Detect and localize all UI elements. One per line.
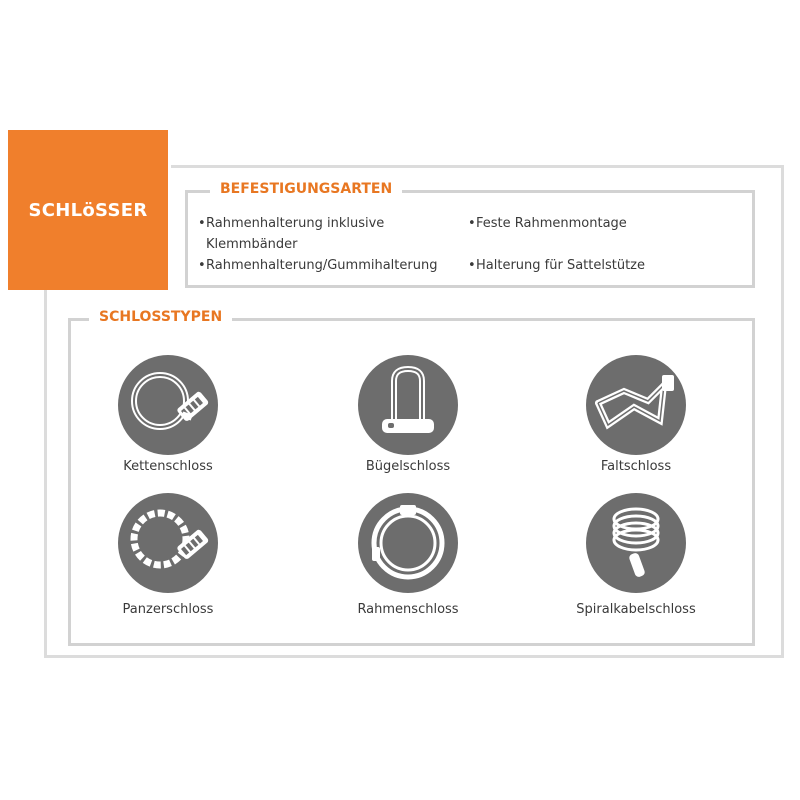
list-item-text: Rahmenhalterung/Gummihalterung xyxy=(206,258,438,273)
list-item-text: Halterung für Sattelstütze xyxy=(476,258,645,273)
folding-lock-icon xyxy=(586,355,686,455)
list-item-text-cont: Klemmbänder xyxy=(206,237,298,252)
bullet-dot: • xyxy=(468,216,476,231)
bullet-dot: • xyxy=(468,258,476,273)
schlosstypen-heading: SCHLOSSTYPEN xyxy=(89,309,232,325)
lock-label: Rahmenschloss xyxy=(357,602,459,617)
befestigungsarten-box xyxy=(185,181,755,288)
lock-label: Bügelschloss xyxy=(365,459,451,474)
list-item xyxy=(468,213,627,234)
armored-cable-lock-icon xyxy=(118,493,218,593)
u-lock-icon xyxy=(358,355,458,455)
list-item-text: Feste Rahmenmontage xyxy=(476,216,627,231)
befestigungsarten-heading: BEFESTIGUNGSARTEN xyxy=(210,181,402,197)
title-block xyxy=(8,130,168,290)
list-item xyxy=(198,255,437,276)
coil-cable-lock-icon xyxy=(586,493,686,593)
page-title: SCHLöSSER xyxy=(28,199,148,221)
list-item xyxy=(468,255,645,276)
lock-label: Spiralkabelschloss xyxy=(576,602,696,617)
bullet-dot: • xyxy=(198,216,206,231)
list-item-text: Rahmenhalterung inklusive xyxy=(206,216,385,231)
frame-lock-icon xyxy=(358,493,458,593)
chain-lock-icon xyxy=(118,355,218,455)
lock-label: Faltschloss xyxy=(600,459,672,474)
lock-label: Kettenschloss xyxy=(123,459,213,474)
list-item xyxy=(198,213,384,255)
lock-label: Panzerschloss xyxy=(122,602,214,617)
bullet-dot: • xyxy=(198,258,206,273)
